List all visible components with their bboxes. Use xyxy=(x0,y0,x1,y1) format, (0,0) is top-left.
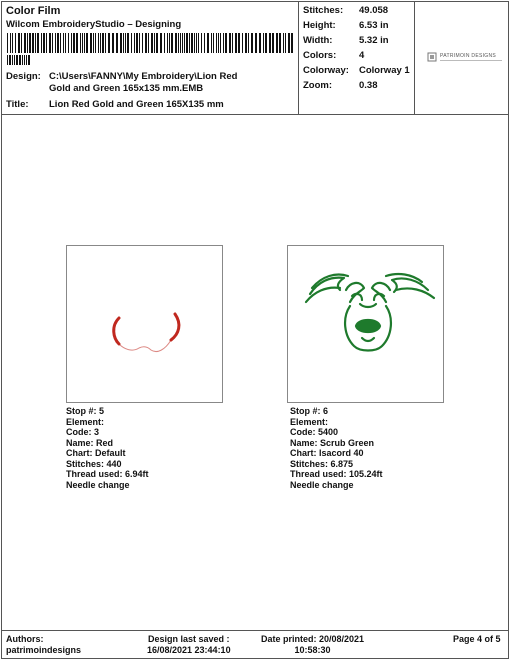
stop-code: Code: 3 xyxy=(66,427,100,437)
document-title: Color Film xyxy=(6,5,61,17)
design-label: Design: xyxy=(6,71,41,82)
stop-thread-used: Thread used: 105.24ft xyxy=(290,469,383,479)
design-stats: Stitches: 49.058 Height: 6.53 in Width: 5.32 in Colors: 4 Colorway: Colorway 1 Zoom: 0.38 xyxy=(299,2,415,114)
date-printed-label: Date printed: 20/08/2021 xyxy=(261,634,365,644)
color-film-page xyxy=(1,1,509,659)
design-path xyxy=(49,71,289,95)
header xyxy=(2,2,508,115)
lion-outline-red-preview xyxy=(67,246,222,402)
last-saved-value: 16/08/2021 23:44:10 xyxy=(147,645,231,655)
stop-code: Code: 5400 xyxy=(290,427,339,437)
stop-element: Element: xyxy=(66,416,105,427)
stop-number: Stop #: 5 xyxy=(66,406,105,416)
stop-stitches: Stitches: 440 xyxy=(66,458,122,469)
logo-text: PATRIMOIN DESIGNS xyxy=(440,53,497,59)
authors xyxy=(6,634,81,656)
last-saved xyxy=(147,634,231,656)
authors-label: Authors: xyxy=(6,634,44,644)
stop-stitches: Stitches: 6.875 xyxy=(290,458,354,469)
stop-color-name: Name: Scrub Green xyxy=(290,437,375,448)
footer xyxy=(2,630,508,658)
stop-color-name: Name: Red xyxy=(66,437,114,448)
stop-number: Stop #: 6 xyxy=(290,406,329,416)
stop-info-red xyxy=(66,406,149,490)
authors-value: patrimoindesigns xyxy=(6,645,82,655)
stop-preview-red xyxy=(66,245,223,403)
date-printed xyxy=(261,634,364,656)
stop-chart: Chart: Default xyxy=(66,448,126,458)
last-saved-label: Design last saved : xyxy=(148,634,230,644)
title-label: Title: xyxy=(6,99,29,110)
logo-area xyxy=(415,2,508,114)
design-path-line2: Gold and Green 165x135 mm.EMB xyxy=(49,83,204,94)
design-path-line1: C:\Users\FANNY\My Embroidery\Lion Red xyxy=(49,71,238,82)
stop-preview-green xyxy=(287,245,444,403)
title-value: Lion Red Gold and Green 165X135 mm xyxy=(49,99,224,110)
barcode xyxy=(7,33,295,65)
app-title: Wilcom EmbroideryStudio – Designing xyxy=(6,19,182,30)
logo-mark-icon xyxy=(427,52,437,62)
stop-needle-change: Needle change xyxy=(290,479,354,490)
logo-underline xyxy=(440,60,502,61)
date-printed-time: 10:58:30 xyxy=(294,645,331,655)
stop-needle-change: Needle change xyxy=(66,479,130,490)
stop-thread-used: Thread used: 6.94ft xyxy=(66,469,149,479)
page-number: Page 4 of 5 xyxy=(453,634,501,644)
stop-info-green xyxy=(290,406,383,490)
lion-face-green-preview xyxy=(288,246,443,402)
header-info xyxy=(2,2,299,114)
stop-chart: Chart: Isacord 40 xyxy=(290,448,364,458)
brand-logo xyxy=(427,52,505,64)
stop-element: Element: xyxy=(290,416,329,427)
